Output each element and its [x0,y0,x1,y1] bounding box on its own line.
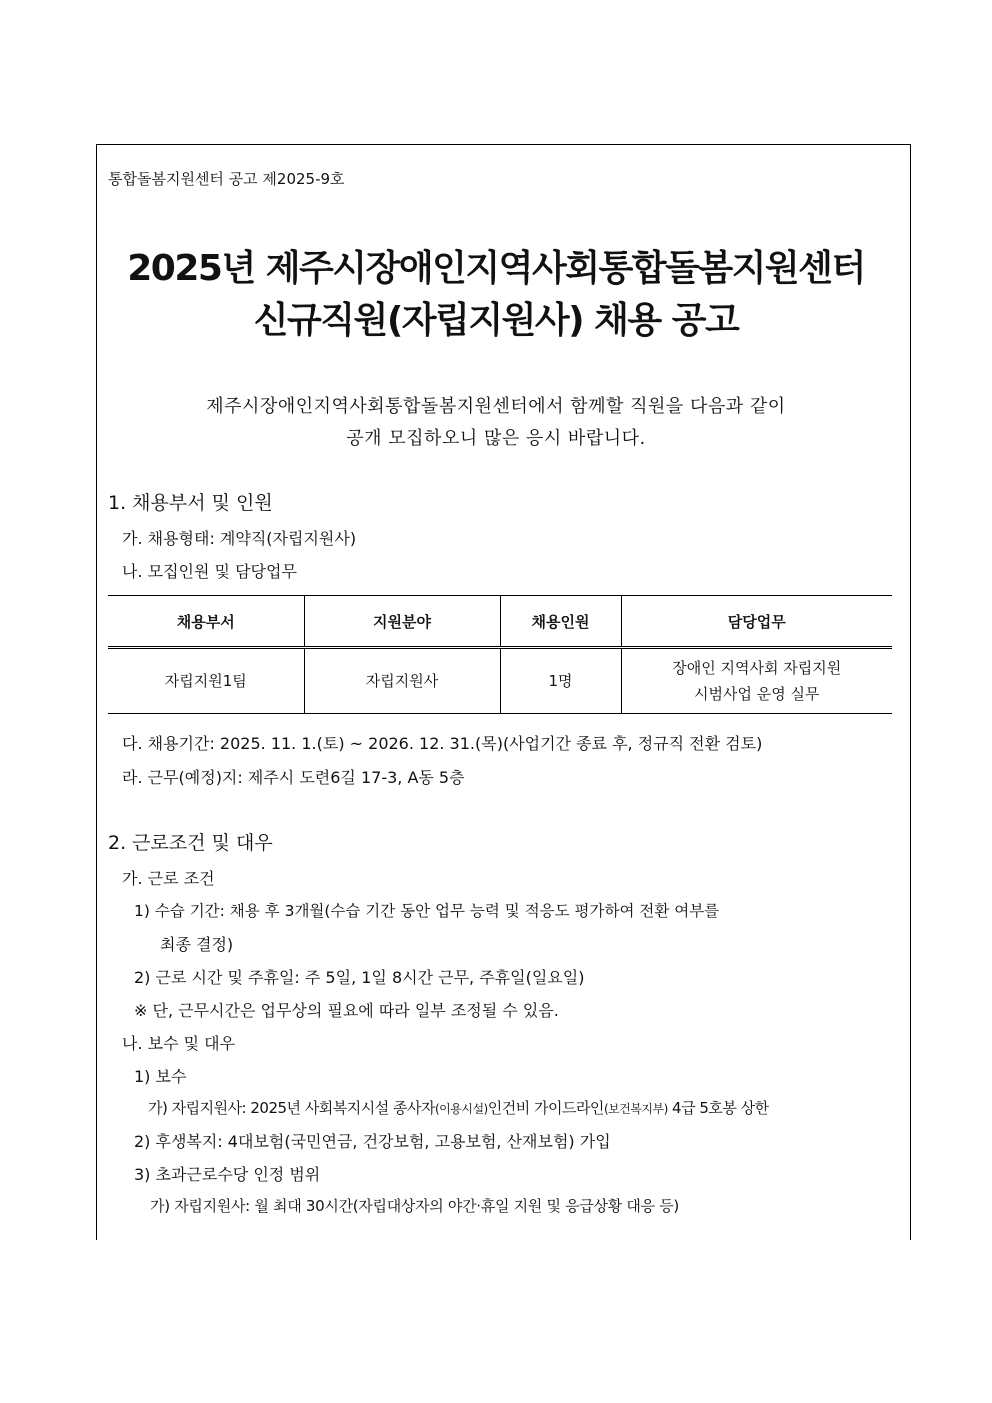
cell-count: 1명 [500,648,621,714]
notice-number: 통합돌봄지원센터 공고 제2025-9호 [108,170,345,188]
section2-condition-2: 2) 근로 시간 및 주휴일: 주 5일, 1일 8시간 근무, 주휴일(일요일) [134,968,585,987]
table-header-field: 지원분야 [304,596,500,648]
title-line-2: 신규직원(자립지원사) 채용 공고 [253,300,739,341]
section2-pay-2: 2) 후생복지: 4대보험(국민연금, 건강보험, 고용보험, 산재보험) 가입 [134,1132,611,1151]
section2-ga: 가. 근로 조건 [122,869,215,888]
title-line-1: 2025년 제주시장애인지역사회통합돌봄지원센터 [127,248,865,289]
pay-1a-text-1: 가) 자립지원사: 2025년 사회복지시설 종사자 [148,1099,435,1117]
section2-pay-3a: 가) 자립지원사: 월 최대 30시간(자립대상자의 야간·휴일 지원 및 응급상황 대응 등) [150,1197,679,1215]
table-header-dept: 채용부서 [108,596,304,648]
section2-heading: 2. 근로조건 및 대우 [108,832,273,854]
cell-duty-line-2: 시범사업 운영 실무 [694,685,820,703]
section2-note: ※ 단, 근무시간은 업무상의 필요에 따라 일부 조정될 수 있음. [134,1001,559,1020]
section1-item-da: 다. 채용기간: 2025. 11. 1.(토) ~ 2026. 12. 31.(목)(사업기간 종료 후, 정규직 전환 검토) [122,734,763,753]
table-header-count: 채용인원 [500,596,621,648]
table-header-row [108,596,892,648]
table-row [108,648,892,714]
cell-duty-line-1: 장애인 지역사회 자립지원 [672,659,842,677]
intro-line-2: 공개 모집하오니 많은 응시 바랍니다. [346,428,646,449]
cell-duty [621,648,892,714]
section2-pay-3: 3) 초과근로수당 인정 범위 [134,1165,321,1184]
section1-item-na: 나. 모집인원 및 담당업무 [122,562,297,581]
section2-pay-1: 1) 보수 [134,1067,187,1086]
pay-1a-text-3: 4급 5호봉 상한 [667,1099,769,1117]
cell-dept: 자립지원1팀 [108,648,304,714]
cell-field: 자립지원사 [304,648,500,714]
recruitment-table [108,595,892,714]
table-header-duty: 담당업무 [621,596,892,648]
section2-condition-1-line-2: 최종 결정) [160,935,234,954]
section1-item-ra: 라. 근무(예정)지: 제주시 도련6길 17-3, A동 5층 [122,768,465,787]
section2-na: 나. 보수 및 대우 [122,1034,236,1053]
pay-1a-small-1: (이용시설) [435,1102,488,1116]
section2-pay-1a [148,1097,769,1118]
section2-condition-1-line-1: 1) 수습 기간: 채용 후 3개월(수습 기간 동안 업무 능력 및 적응도 평가하여 전환 여부를 [134,902,720,920]
section1-heading: 1. 채용부서 및 인원 [108,492,273,514]
pay-1a-text-2: 인건비 가이드라인 [487,1099,604,1117]
intro-line-1: 제주시장애인지역사회통합돌봄지원센터에서 함께할 직원을 다음과 같이 [206,396,786,417]
pay-1a-small-2: (보건복지부) [603,1102,668,1116]
section1-item-ga: 가. 채용형태: 계약직(자립지원사) [122,529,357,548]
